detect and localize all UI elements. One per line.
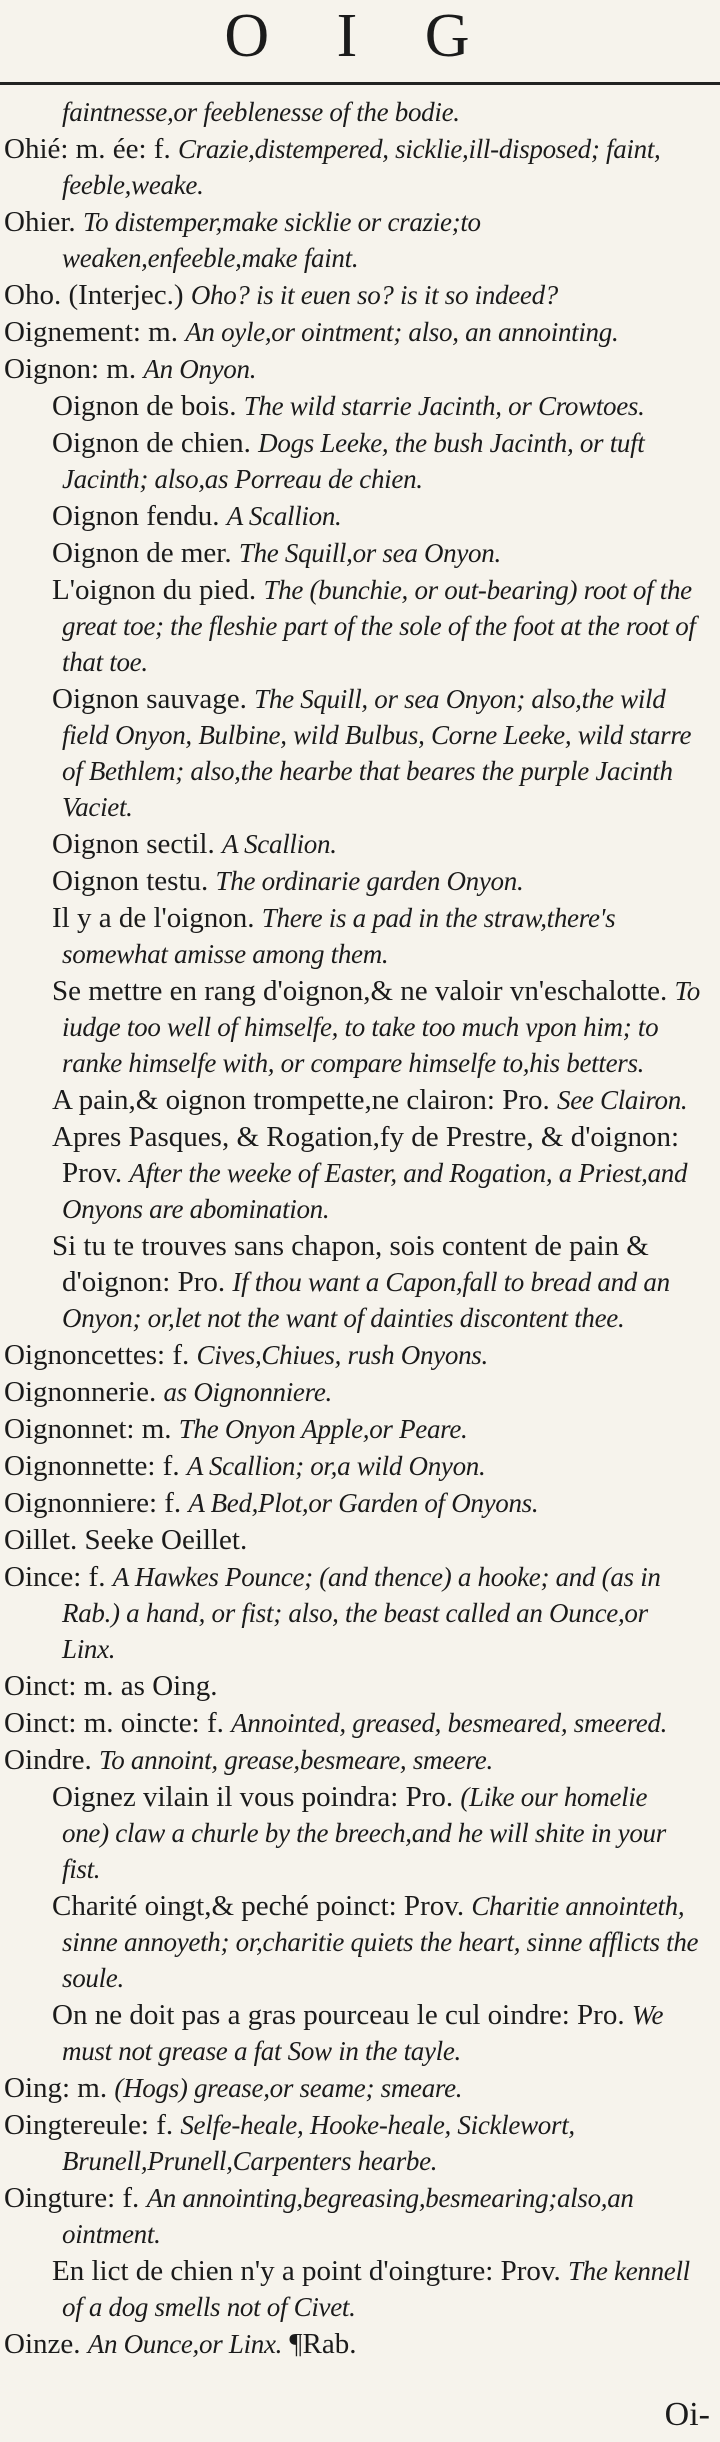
entry [0, 351, 700, 387]
headword: Se mettre en rang d'oignon,& ne valoir vn'eschalotte. [52, 975, 668, 1007]
sub-entry [0, 572, 700, 680]
gloss: The Squill,or sea Onyon. [238, 538, 501, 568]
entry [0, 314, 700, 350]
headword: Charité oingt,& peché poinct: Prov. [52, 1890, 465, 1922]
headword: Oignonnette: f. [4, 1450, 180, 1482]
headword: Oillet. Seeke Oeillet. [4, 1524, 248, 1556]
headword: Oignonnerie. [4, 1376, 157, 1408]
headword: On ne doit pas a gras pourceau le cul oindre: Pro. [52, 1999, 625, 2031]
gloss: We must not grease a fat Sow in the tayle. [62, 2000, 664, 2066]
headword: Oignon sectil. [52, 828, 215, 860]
gloss: An Onyon. [143, 354, 257, 384]
gloss: Oho? is it euen so? is it so indeed? [190, 280, 558, 310]
entry-column [0, 94, 700, 2363]
sub-entry [0, 1119, 700, 1227]
headword: Oignon fendu. [52, 500, 220, 532]
running-head: O I G [224, 2, 496, 70]
entry [0, 1374, 700, 1410]
headword: Oignon de chien. [52, 427, 251, 459]
gloss: The kennell of a dog smells not of Civet. [62, 2256, 690, 2322]
headword: Oignoncettes: f. [4, 1339, 190, 1371]
headword: Oinze. [4, 2328, 81, 2360]
entry [0, 1411, 700, 1447]
gloss: Charitie annointeth, sinne annoyeth; or,charitie quiets the heart, sinne afflicts the soule. [62, 1891, 699, 1993]
headword: A pain,& oignon trompette,ne clairon: Pro. [52, 1084, 550, 1116]
entry [0, 2180, 700, 2252]
gloss: A Scallion. [226, 501, 342, 531]
sub-entry [0, 1228, 700, 1336]
headword: Oignon sauvage. [52, 683, 247, 715]
gloss: To iudge too well of himselfe, to take too much vpon him; to ranke himselfe with, or compare himselfe to,his betters. [62, 976, 700, 1078]
gloss: The ordinarie garden Onyon. [215, 866, 524, 896]
sub-entry [0, 826, 700, 862]
entry [0, 1668, 700, 1704]
header-rule [0, 82, 720, 85]
headword: Ohier. [4, 206, 76, 238]
headword: Oignon de bois. [52, 390, 237, 422]
sub-entry [0, 498, 700, 534]
sub-entry [0, 425, 700, 497]
headword: Si tu te trouves sans chapon, sois content de pain & d'oignon: Pro. [52, 1230, 649, 1298]
headword: L'oignon du pied. [52, 574, 257, 606]
entry [0, 2326, 700, 2362]
headword: Oinct: m. as Oing. [4, 1670, 218, 1702]
gloss: (Hogs) grease,or seame; smeare. [114, 2073, 463, 2103]
gloss: A Hawkes Pounce; (and thence) a hooke; and (as in Rab.) a hand, or fist; also, the beast called an Ounce,or Linx. [62, 1562, 661, 1664]
headword: Oince: f. [4, 1561, 106, 1593]
entry [0, 1337, 700, 1373]
gloss: If thou want a Capon,fall to bread and an Onyon; or,let not the want of dainties discontent thee. [62, 1267, 670, 1333]
headword: En lict de chien n'y a point d'oingture: Prov. [52, 2255, 561, 2287]
gloss: The (bunchie, or out-bearing) root of the great toe; the fleshie part of the sole of the foot at the root of that toe. [62, 575, 696, 677]
sub-entry [0, 1082, 700, 1118]
catchword: Oi- [664, 2396, 710, 2433]
headword: Oignez vilain il vous poindra: Pro. [52, 1781, 454, 1813]
gloss: Dogs Leeke, the bush Jacinth, or tuft Jacinth; also,as Porreau de chien. [62, 428, 645, 494]
sub-entry [0, 1888, 700, 1996]
sub-entry [0, 2253, 700, 2325]
gloss: Crazie,distempered, sicklie,ill-disposed; faint, feeble,weake. [62, 134, 661, 200]
headword: Oignon de mer. [52, 537, 232, 569]
headword: Oignon testu. [52, 865, 209, 897]
sub-entry [0, 681, 700, 825]
sub-entry [0, 973, 700, 1081]
gloss: faintnesse,or feeblenesse of the bodie. [62, 97, 460, 127]
headword: Apres Pasques, & Rogation,fy de Prestre, & d'oignon: Prov. [52, 1121, 680, 1189]
headword: Oinct: m. oincte: f. [4, 1707, 224, 1739]
sub-entry [0, 535, 700, 571]
gloss: After the weeke of Easter, and Rogation, a Priest,and Onyons are abomination. [62, 1158, 688, 1224]
gloss: An Ounce,or Linx. [87, 2329, 283, 2359]
headword: Oignon: m. [4, 353, 137, 385]
sub-entry [0, 1997, 700, 2069]
gloss: (Like our homelie one) claw a churle by the breech,and he will shite in your fist. [62, 1782, 666, 1884]
gloss: To distemper,make sicklie or crazie;to weaken,enfeeble,make faint. [62, 207, 481, 273]
gloss: A Bed,Plot,or Garden of Onyons. [188, 1488, 539, 1518]
entry [0, 1522, 700, 1558]
headword: Oho. (Interjec.) [4, 279, 184, 311]
entry [0, 204, 700, 276]
headword: Ohié: m. ée: f. [4, 133, 171, 165]
entry [0, 1559, 700, 1667]
entry [0, 131, 700, 203]
headword: Oignonniere: f. [4, 1487, 182, 1519]
gloss: The wild starrie Jacinth, or Crowtoes. [243, 391, 645, 421]
headword: Oingture: f. [4, 2182, 140, 2214]
gloss: An oyle,or ointment; also, an annointing. [185, 317, 619, 347]
entry [0, 2070, 700, 2106]
entry [0, 2107, 700, 2179]
gloss: A Scallion; or,a wild Onyon. [186, 1451, 486, 1481]
entry [0, 277, 700, 313]
source-note: ¶Rab. [289, 2328, 357, 2360]
gloss: See Clairon. [557, 1085, 688, 1115]
sub-entry [0, 1779, 700, 1887]
entry [0, 1485, 700, 1521]
gloss: Cives,Chiues, rush Onyons. [196, 1340, 488, 1370]
headword: Oignement: m. [4, 316, 178, 348]
gloss: Selfe-heale, Hooke-heale, Sicklewort, Brunell,Prunell,Carpenters hearbe. [62, 2110, 575, 2176]
gloss: There is a pad in the straw,there's somewhat amisse among them. [62, 903, 616, 969]
sub-entry [0, 863, 700, 899]
headword: Oingtereule: f. [4, 2109, 174, 2141]
headword: Oignonnet: m. [4, 1413, 172, 1445]
gloss: A Scallion. [221, 829, 337, 859]
gloss: as Oignonniere. [163, 1377, 332, 1407]
headword: Il y a de l'oignon. [52, 902, 255, 934]
gloss: An annointing,begreasing,besmearing;also,an ointment. [62, 2183, 634, 2249]
sub-entry [0, 900, 700, 972]
entry [0, 94, 700, 130]
gloss: The Onyon Apple,or Peare. [178, 1414, 468, 1444]
gloss: To annoint, grease,besmeare, smeere. [99, 1745, 493, 1775]
sub-entry [0, 388, 700, 424]
gloss: Annointed, greased, besmeared, smeered. [231, 1708, 668, 1738]
entry [0, 1705, 700, 1741]
gloss: The Squill, or sea Onyon; also,the wild field Onyon, Bulbine, wild Bulbus, Corne Leeke, wild starre of Bethlem; also,the hearbe that beares the purple Jacinth Vaciet. [62, 684, 692, 822]
entry [0, 1742, 700, 1778]
entry [0, 1448, 700, 1484]
headword: Oing: m. [4, 2072, 108, 2104]
headword: Oindre. [4, 1744, 92, 1776]
